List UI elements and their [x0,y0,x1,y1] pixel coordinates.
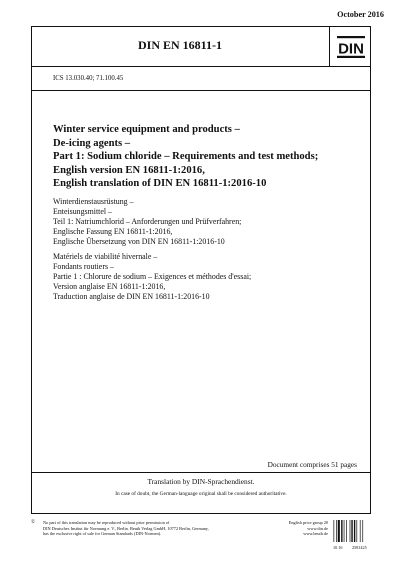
legal-line: has the exclusive right of sale for German Standards (DIN-Normen). [43,531,162,537]
legal-notice [43,520,223,537]
french-line: Fondants routiers – [53,262,114,272]
french-line: Traduction anglaise de DIN EN 16811-1:2016-10 [53,292,210,302]
authoritative-note: In case of doubt, the German-language original shall be considered authoritative. [115,491,287,497]
copyright-symbol: © [31,519,36,525]
price-line: English price group 20 [288,520,328,525]
legal-line: DIN Deutsches Institut für Normung e. V., Berlin. Beuth Verlag GmbH, 10772 Berlin, Germany, [43,525,209,531]
barcode [333,520,371,542]
title-line: English version EN 16811-1:2016, [53,164,205,176]
title-line: Part 1: Sodium chloride – Requirements and test methods; [53,151,319,163]
german-line: Englische Übersetzung von DIN EN 16811-1:2016-10 [53,237,225,247]
header-divider [31,66,371,67]
german-line: Winterdienstausrüstung – [53,197,134,206]
price-line: www.din.de [307,525,328,531]
page-count: Document comprises 51 pages [267,460,357,469]
pages-divider [31,472,371,473]
din-logo [329,27,372,66]
din-logo-text: DIN [338,40,364,57]
barcode-number: 2581425 [352,545,367,550]
price-line: www.beuth.de [303,531,328,537]
title-line: English translation of DIN EN 16811-1:2016-10 [53,178,267,190]
price-group [270,520,328,537]
translation-credit: Translation by DIN-Sprachendienst. [147,477,255,486]
french-title [53,252,363,302]
french-line: Matériels de viabilité hivernale – [53,252,158,261]
barcode-date: 10.16 [333,545,343,550]
french-line: Partie 1 : Chlorure de sodium – Exigences et méthodes d'essai; [53,272,252,282]
ics-divider [31,90,371,91]
title-line: De-icing agents – [53,137,131,149]
title-line: Winter service equipment and products – [53,124,240,135]
legal-line: No part of this translation may be reproduced without prior permission of [43,520,170,525]
german-title [53,197,363,247]
french-line: Version anglaise EN 16811-1:2016, [53,282,166,292]
ics-codes: ICS 13.030.40; 71.100.45 [53,75,124,82]
din-logo-icon [336,35,366,59]
publication-date: October 2016 [337,10,384,19]
german-line: Enteisungsmittel – [53,207,112,217]
document-title [53,123,363,191]
german-line: Teil 1: Natriumchlorid – Anforderungen und Prüfverfahren; [53,217,242,227]
document-number: DIN EN 16811-1 [137,38,222,52]
german-line: Englische Fassung EN 16811-1:2016, [53,227,173,237]
